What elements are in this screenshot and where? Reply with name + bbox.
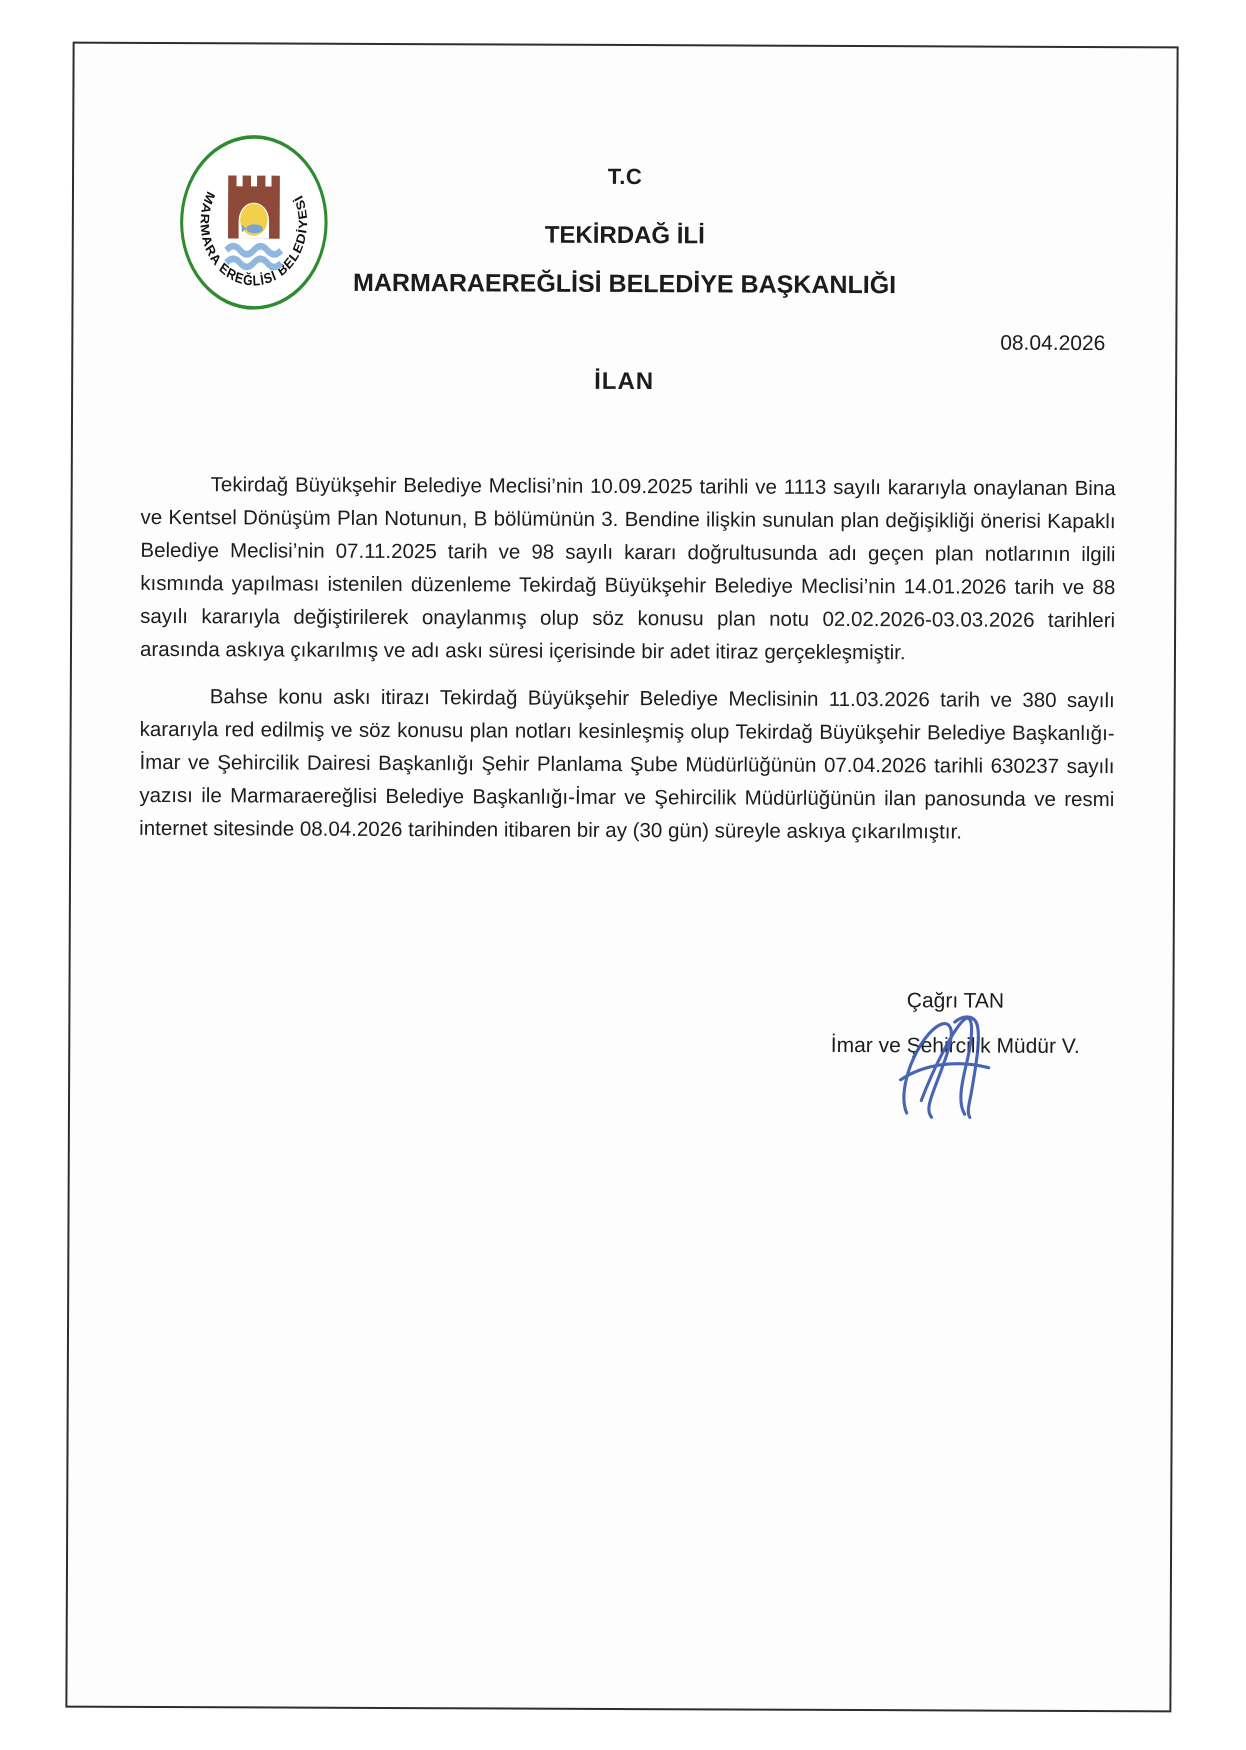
paragraph-2: Bahse konu askı itirazı Tekirdağ Büyükşehir Belediye Meclisinin 11.03.2026 tarih ve 380 sayılı kararıyla red edilmiş ve söz konusu plan notları kesinleşmiş olup Tekirdağ Büyükşehir Belediye Başkanlığı-İmar ve Şehircilik Dairesi Başkanlığı Şehir Planlama Şube Müdürlüğünün 07.04.2026 tarihli 630237 sayılı yazısı ile Marmaraereğlisi Belediye Başkanlığı-İmar ve Şehircilik Müdürlüğünün ilan panosunda ve resmi internet sitesinde 08.04.2026 tarihinden itibaren bir ay (30 gün) süreyle askıya çıkarılmıştır. [139,685,1115,844]
header-tc: T.C [607,163,643,190]
header-province: TEKİRDAĞ İLİ [544,221,705,250]
document-title: İLAN [594,367,655,396]
scanned-letter-page [65,42,1178,1713]
document-date: 08.04.2026 [1000,331,1106,356]
signer-name: Çağrı TAN [906,989,1005,1013]
seal-ring-text: MARMARA EREĞLİSİ BELEDİYESİ [197,189,310,289]
signature-block [760,989,1150,1060]
signer-title: İmar ve Şehircilik Müdür V. [830,1033,1080,1058]
letter-body [139,468,1116,863]
header-municipality: MARMARAEREĞLİSİ BELEDİYE BAŞKANLIĞI [352,268,897,300]
paragraph-1: Tekirdağ Büyükşehir Belediye Meclisi’nin 10.09.2025 tarihli ve 1113 sayılı kararıyla onaylanan Bina ve Kentsel Dönüşüm Plan Notunun, B bölümünün 3. Bendine ilişkin sunulan plan değişikliği önerisi Kapaklı Belediye Meclisi’nin 07.11.2025 tarih ve 98 sayılı kararı doğrultusunda adı geçen plan notlarının ilgili kısmında yapılması istenilen düzenleme Tekirdağ Büyükşehir Belediye Meclisi’nin 14.01.2026 tarih ve 88 sayılı kararıyla değiştirilerek onaylanmış olup söz konusu plan notu 02.02.2026-03.03.2026 tarihleri arasında askıya çıkarılmış ve adı askı süresi içerisinde bir adet itiraz gerçekleşmiştir. [139,473,1116,665]
